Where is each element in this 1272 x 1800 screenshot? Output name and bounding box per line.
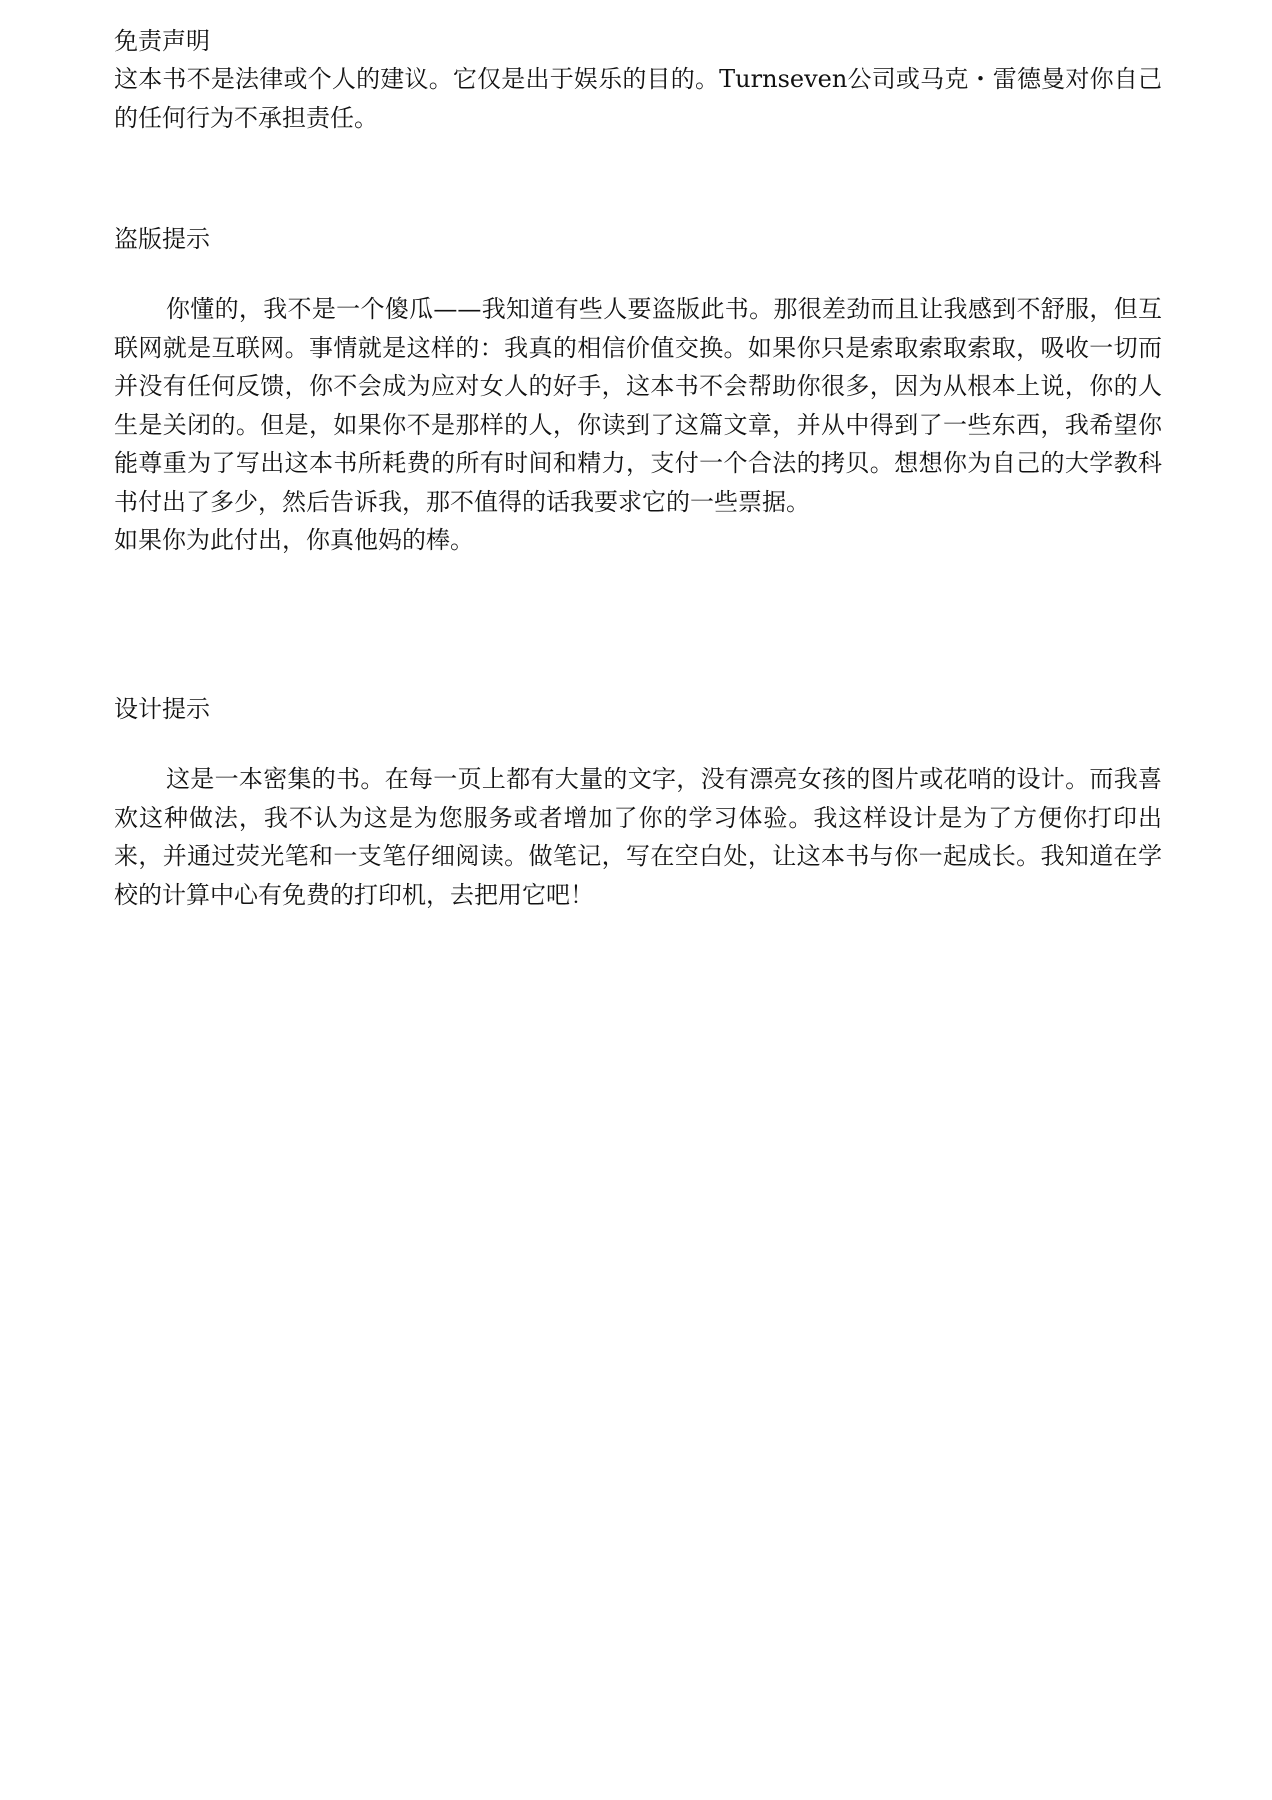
disclaimer-section: [114, 22, 1162, 137]
disclaimer-heading: 免责声明: [114, 27, 210, 55]
design-heading: 设计提示: [114, 695, 210, 723]
piracy-heading: 盗版提示: [114, 225, 210, 253]
design-paragraph: 这是一本密集的书。在每一页上都有大量的文字，没有漂亮女孩的图片或花哨的设计。而我喜欢这种做法，我不认为这是为您服务或者增加了你的学习体验。我这样设计是为了方便你打印出来，并通过荧光笔和一支笔仔细阅读。做笔记，写在空白处，让这本书与你一起成长。我知道在学校的计算中心有免费的打印机，去把用它吧！: [114, 765, 1162, 909]
disclaimer-text: 这本书不是法律或个人的建议。它仅是出于娱乐的目的。Turnseven公司或马克・雷德曼对你自己的任何行为不承担责任。: [114, 65, 1162, 132]
piracy-closing-line: 如果你为此付出，你真他妈的棒。: [114, 526, 474, 554]
piracy-section: [114, 220, 1162, 560]
design-section: [114, 690, 1162, 914]
piracy-paragraph: 你懂的，我不是一个傻瓜——我知道有些人要盗版此书。那很差劲而且让我感到不舒服，但互联网就是互联网。事情就是这样的：我真的相信价值交换。如果你只是索取索取索取，吸收一切而并没有任何反馈，你不会成为应对女人的好手，这本书不会帮助你很多，因为从根本上说，你的人生是关闭的。但是，如果你不是那样的人，你读到了这篇文章，并从中得到了一些东西，我希望你能尊重为了写出这本书所耗费的所有时间和精力，支付一个合法的拷贝。想想你为自己的大学教科书付出了多少，然后告诉我，那不值得的话我要求它的一些票据。: [114, 295, 1162, 516]
document-page: [114, 22, 1162, 909]
